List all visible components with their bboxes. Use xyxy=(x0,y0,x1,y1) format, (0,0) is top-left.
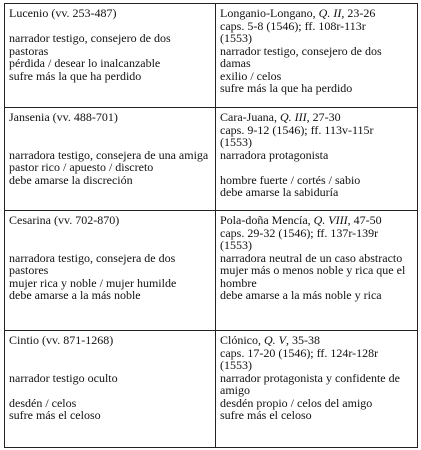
conclusion: sufre más la que ha perdido xyxy=(220,81,353,95)
narrator-type: narradora testigo, consejera de una amiga xyxy=(9,147,209,162)
narrator-type: narrador testigo, consejero de dos pastoras xyxy=(9,31,171,58)
conclusion: debe amarse a la más noble xyxy=(9,288,141,302)
conflict: pérdida / desear lo inalcanzable xyxy=(9,56,161,70)
table-row xyxy=(5,108,418,211)
character-heading: Jansenia (vv. 488-701) xyxy=(9,110,118,124)
comparison-table xyxy=(4,3,418,448)
source-chapters: caps. 17-20 (1546); ff. 124r-128r xyxy=(220,345,379,360)
left-cell xyxy=(5,211,216,331)
source-heading: Pola-doña Mencía, Q. VIII, 47-50 xyxy=(220,213,382,227)
narrator-type: narrador protagonista y confidente de amigo xyxy=(220,370,400,397)
conclusion: sufre más el celoso xyxy=(9,408,101,422)
conclusion: debe amarse a la más noble y rica xyxy=(220,288,382,302)
source-chapters: caps. 29-32 (1546); ff. 137r-139r xyxy=(220,225,379,240)
right-cell xyxy=(216,4,418,108)
narrator-type: narradora testigo, consejera de dos pastores xyxy=(9,250,176,277)
source-year: (1553) xyxy=(220,358,252,372)
character-heading: Cintio (vv. 871-1268) xyxy=(9,333,114,347)
character-heading: Cesarina (vv. 702-870) xyxy=(9,213,120,227)
right-cell xyxy=(216,331,418,448)
source-year: (1553) xyxy=(220,135,252,149)
left-cell xyxy=(5,331,216,448)
conflict: mujer más o menos noble y rica que el hombre xyxy=(220,263,406,290)
right-cell xyxy=(216,108,418,211)
conflict: exilio / celos xyxy=(220,68,282,83)
narrator-type: narradora neutral de un caso abstracto xyxy=(220,250,403,265)
right-cell xyxy=(216,211,418,331)
character-heading: Lucenio (vv. 253-487) xyxy=(9,6,117,20)
conclusion: sufre más la que ha perdido xyxy=(9,68,142,83)
table-row xyxy=(5,211,418,331)
conclusion: debe amarse la discreción xyxy=(9,172,133,187)
source-year: (1553) xyxy=(220,31,252,45)
left-cell xyxy=(5,4,216,108)
source-heading: Cara-Juana, Q. III, 27-30 xyxy=(220,110,341,124)
narrator-type: narrador testigo oculto xyxy=(9,370,118,385)
conclusion: debe amarse la sabiduría xyxy=(220,185,339,199)
conflict: pastor rico / apuesto / discreto xyxy=(9,160,154,174)
conflict: desdén / celos xyxy=(9,395,77,410)
conflict: mujer rica y noble / mujer humilde xyxy=(9,275,177,290)
narrator-type: narrador testigo, consejero de dos damas xyxy=(220,43,382,70)
source-heading: Longanio-Longano, Q. II, 23-26 xyxy=(220,6,376,20)
conclusion: sufre más el celoso xyxy=(220,408,312,422)
source-year: (1553) xyxy=(220,238,252,252)
source-heading: Clónico, Q. V, 35-38 xyxy=(220,333,320,347)
narrator-type: narradora protagonista xyxy=(220,147,329,162)
conflict: desdén propio / celos del amigo xyxy=(220,395,373,410)
source-chapters: caps. 9-12 (1546); ff. 113v-115r xyxy=(220,122,374,137)
table-row xyxy=(5,4,418,108)
table-row xyxy=(5,331,418,448)
source-chapters: caps. 5-8 (1546); ff. 108r-113r xyxy=(220,18,366,33)
conflict: hombre fuerte / cortés / sabio xyxy=(220,172,361,187)
left-cell xyxy=(5,108,216,211)
